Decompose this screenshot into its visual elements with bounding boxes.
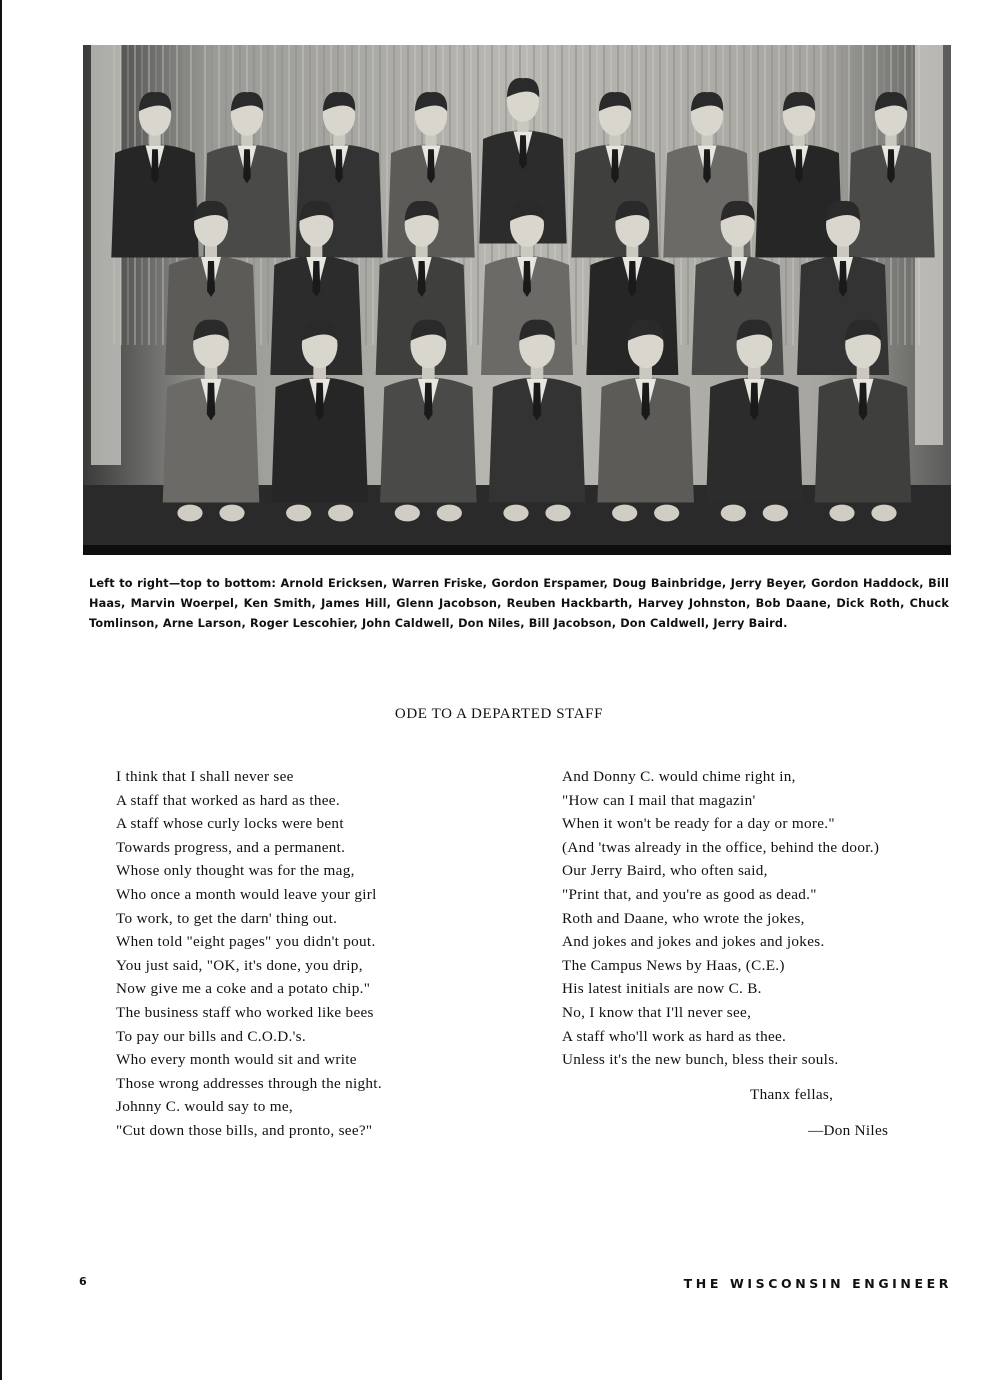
necktie (641, 383, 649, 421)
left-hand (829, 505, 854, 522)
poem-line: To pay our bills and C.O.D.'s. (116, 1027, 306, 1045)
poem-line: Who once a month would leave your girl (116, 885, 377, 903)
poem-line: Now give me a coke and a potato chip." (116, 980, 371, 998)
left-hand (395, 505, 420, 522)
poem-line: Unless it's the new bunch, bless their souls. (562, 1051, 839, 1069)
poem-line: A staff who'll work as hard as thee. (562, 1027, 787, 1045)
poem-signature: —Don Niles (808, 1122, 889, 1139)
poem-line: "Print that, and you're as good as dead." (562, 885, 817, 903)
poem-line: And jokes and jokes and jokes and jokes. (562, 933, 825, 951)
right-hand (871, 505, 896, 522)
right-hand (654, 505, 679, 522)
necktie (243, 149, 251, 183)
necktie (533, 383, 541, 421)
left-hand (612, 505, 637, 522)
poem-line: "How can I mail that magazin' (562, 791, 756, 809)
necktie (750, 383, 758, 421)
group-photo-drawing (83, 45, 951, 555)
photo-bottom-edge (83, 545, 951, 555)
necktie (312, 261, 320, 297)
poem-line: Whose only thought was for the mag, (116, 862, 355, 880)
poem-right-column (562, 765, 879, 1072)
poem-line: Towards progress, and a permanent. (116, 838, 346, 856)
right-hand (763, 505, 788, 522)
staff-group-photo (83, 45, 951, 555)
necktie (887, 149, 895, 183)
poem-line: Those wrong addresses through the night. (116, 1074, 382, 1092)
necktie (703, 149, 711, 183)
necktie (859, 383, 867, 421)
necktie (523, 261, 531, 297)
right-hand (328, 505, 353, 522)
necktie (335, 149, 343, 183)
page-number: 6 (79, 1275, 87, 1288)
poem-line: A staff that worked as hard as thee. (116, 791, 340, 809)
poem-line: When told "eight pages" you didn't pout. (116, 933, 376, 951)
necktie (151, 149, 159, 183)
left-hand (721, 505, 746, 522)
poem-line: A staff whose curly locks were bent (116, 815, 344, 833)
poem-line: Who every month would sit and write (116, 1051, 357, 1069)
poem-line: Our Jerry Baird, who often said, (562, 862, 768, 880)
poem-line: His latest initials are now C. B. (562, 980, 762, 998)
poem-line: The business staff who worked like bees (116, 1003, 374, 1021)
page-edge (0, 0, 2, 1380)
necktie (519, 135, 527, 169)
right-hand (437, 505, 462, 522)
poem-line: When it won't be ready for a day or more." (562, 815, 835, 833)
poem-closing: Thanx fellas, (750, 1086, 834, 1103)
poem-line: To work, to get the darn' thing out. (116, 909, 338, 927)
poem-line: The Campus News by Haas, (C.E.) (562, 956, 785, 974)
necktie (611, 149, 619, 183)
necktie (628, 261, 636, 297)
right-hand (545, 505, 570, 522)
left-hand (286, 505, 311, 522)
poem-line: Roth and Daane, who wrote the jokes, (562, 909, 805, 927)
left-hand (503, 505, 528, 522)
necktie (795, 149, 803, 183)
necktie (734, 261, 742, 297)
poem-line: And Donny C. would chime right in, (562, 768, 796, 785)
poem-line: No, I know that I'll never see, (562, 1003, 752, 1021)
right-hand (219, 505, 244, 522)
necktie (839, 261, 847, 297)
necktie (418, 261, 426, 297)
necktie (207, 383, 215, 421)
necktie (424, 383, 432, 421)
running-footer: THE WISCONSIN ENGINEER (683, 1276, 952, 1291)
poem-left-column (116, 765, 382, 1143)
poem-line: I think that I shall never see (116, 768, 294, 785)
poem-line: Johnny C. would say to me, (116, 1098, 293, 1116)
poem-title: ODE TO A DEPARTED STAFF (394, 706, 604, 722)
poem-line: You just said, "OK, it's done, you drip, (116, 956, 363, 974)
poem-line: (And 'twas already in the office, behind the door.) (562, 838, 880, 856)
left-hand (177, 505, 202, 522)
photo-caption: Left to right—top to bottom: Arnold Ericksen, Warren Friske, Gordon Erspamer, Doug Bainbridge, Jerry Beyer, Gordon Haddock, Bill Haas, Marvin Woerpel, Ken Smith, James Hill, Glenn Jacobson, Reuben Hackbarth, Harvey Johnston, Bob Daane, Dick Roth, Chuck Tomlinson, Arne Larson, Roger Lescohier, John Caldwell, Don Niles, Bill Jacobson, Don Caldwell, Jerry Baird. (89, 577, 949, 630)
necktie (207, 261, 215, 297)
necktie (427, 149, 435, 183)
poem-line: "Cut down those bills, and pronto, see?" (116, 1121, 373, 1139)
necktie (315, 383, 323, 421)
